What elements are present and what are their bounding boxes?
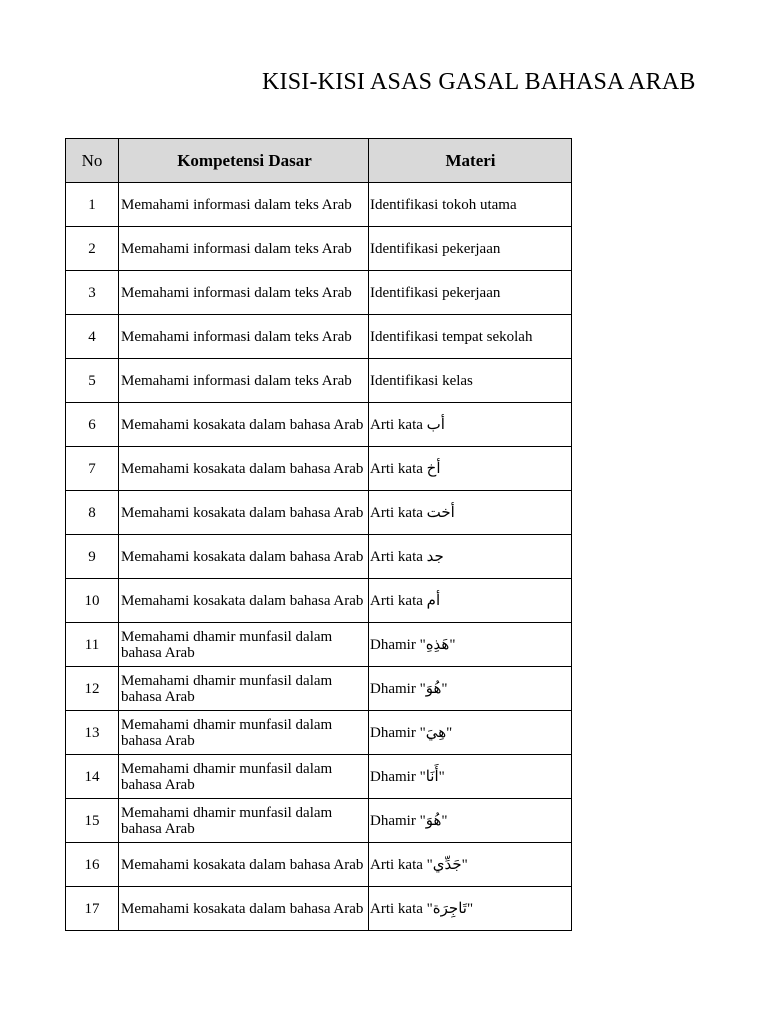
materi-cell: Dhamir "هَذِهِ" (369, 623, 572, 667)
table-row (66, 535, 572, 579)
kompetensi-cell: Memahami kosakata dalam bahasa Arab (119, 491, 369, 535)
row-number-cell: 4 (66, 315, 119, 359)
table-row (66, 667, 572, 711)
row-number-cell: 3 (66, 271, 119, 315)
table-header-row (66, 139, 572, 183)
materi-cell: Dhamir "هِيَ" (369, 711, 572, 755)
materi-cell: Arti kata أخت (369, 491, 572, 535)
row-number-cell: 1 (66, 183, 119, 227)
materi-cell: Identifikasi tempat sekolah (369, 315, 572, 359)
materi-cell: Arti kata أخ (369, 447, 572, 491)
materi-cell: Arti kata أب (369, 403, 572, 447)
kompetensi-cell: Memahami dhamir munfasil dalam bahasa Arab (119, 667, 369, 711)
table-row (66, 359, 572, 403)
header-no: No (66, 139, 119, 183)
row-number-cell: 2 (66, 227, 119, 271)
table-row (66, 623, 572, 667)
header-kompetensi: Kompetensi Dasar (119, 139, 369, 183)
row-number-cell: 11 (66, 623, 119, 667)
table-row (66, 579, 572, 623)
table-row (66, 227, 572, 271)
row-number-cell: 17 (66, 887, 119, 931)
row-number-cell: 9 (66, 535, 119, 579)
row-number-cell: 12 (66, 667, 119, 711)
table-body (66, 183, 572, 931)
row-number-cell: 16 (66, 843, 119, 887)
materi-cell: Arti kata جد (369, 535, 572, 579)
kompetensi-cell: Memahami dhamir munfasil dalam bahasa Arab (119, 711, 369, 755)
kompetensi-cell: Memahami kosakata dalam bahasa Arab (119, 447, 369, 491)
kompetensi-cell: Memahami dhamir munfasil dalam bahasa Arab (119, 623, 369, 667)
row-number-cell: 15 (66, 799, 119, 843)
document-title: KISI-KISI ASAS GASAL BAHASA ARAB (262, 69, 696, 95)
table-row (66, 183, 572, 227)
kompetensi-cell: Memahami kosakata dalam bahasa Arab (119, 403, 369, 447)
table-row (66, 271, 572, 315)
materi-cell: Identifikasi pekerjaan (369, 227, 572, 271)
table-row (66, 711, 572, 755)
table-row (66, 403, 572, 447)
kompetensi-cell: Memahami kosakata dalam bahasa Arab (119, 535, 369, 579)
materi-cell: Dhamir "أَنَا" (369, 755, 572, 799)
table-row (66, 447, 572, 491)
kompetensi-cell: Memahami dhamir munfasil dalam bahasa Arab (119, 755, 369, 799)
row-number-cell: 7 (66, 447, 119, 491)
kompetensi-cell: Memahami informasi dalam teks Arab (119, 271, 369, 315)
kompetensi-cell: Memahami informasi dalam teks Arab (119, 359, 369, 403)
row-number-cell: 10 (66, 579, 119, 623)
kompetensi-cell: Memahami kosakata dalam bahasa Arab (119, 579, 369, 623)
title-clip (0, 64, 696, 104)
kompetensi-cell: Memahami kosakata dalam bahasa Arab (119, 887, 369, 931)
table-row (66, 755, 572, 799)
materi-cell: Dhamir "هُوَ" (369, 667, 572, 711)
kompetensi-cell: Memahami informasi dalam teks Arab (119, 227, 369, 271)
kompetensi-cell: Memahami dhamir munfasil dalam bahasa Arab (119, 799, 369, 843)
table-row (66, 843, 572, 887)
materi-cell: Arti kata "تَاجِرَة" (369, 887, 572, 931)
row-number-cell: 14 (66, 755, 119, 799)
materi-cell: Identifikasi kelas (369, 359, 572, 403)
materi-cell: Arti kata أم (369, 579, 572, 623)
row-number-cell: 13 (66, 711, 119, 755)
materi-cell: Identifikasi tokoh utama (369, 183, 572, 227)
table-row (66, 799, 572, 843)
row-number-cell: 6 (66, 403, 119, 447)
row-number-cell: 5 (66, 359, 119, 403)
row-number-cell: 8 (66, 491, 119, 535)
kompetensi-cell: Memahami informasi dalam teks Arab (119, 315, 369, 359)
kompetensi-cell: Memahami kosakata dalam bahasa Arab (119, 843, 369, 887)
kompetensi-cell: Memahami informasi dalam teks Arab (119, 183, 369, 227)
table-row (66, 491, 572, 535)
header-materi: Materi (369, 139, 572, 183)
table-row (66, 315, 572, 359)
materi-cell: Dhamir "هُوَ" (369, 799, 572, 843)
materi-cell: Identifikasi pekerjaan (369, 271, 572, 315)
kisi-kisi-table (65, 138, 572, 931)
materi-cell: Arti kata "جَدِّي" (369, 843, 572, 887)
table-row (66, 887, 572, 931)
